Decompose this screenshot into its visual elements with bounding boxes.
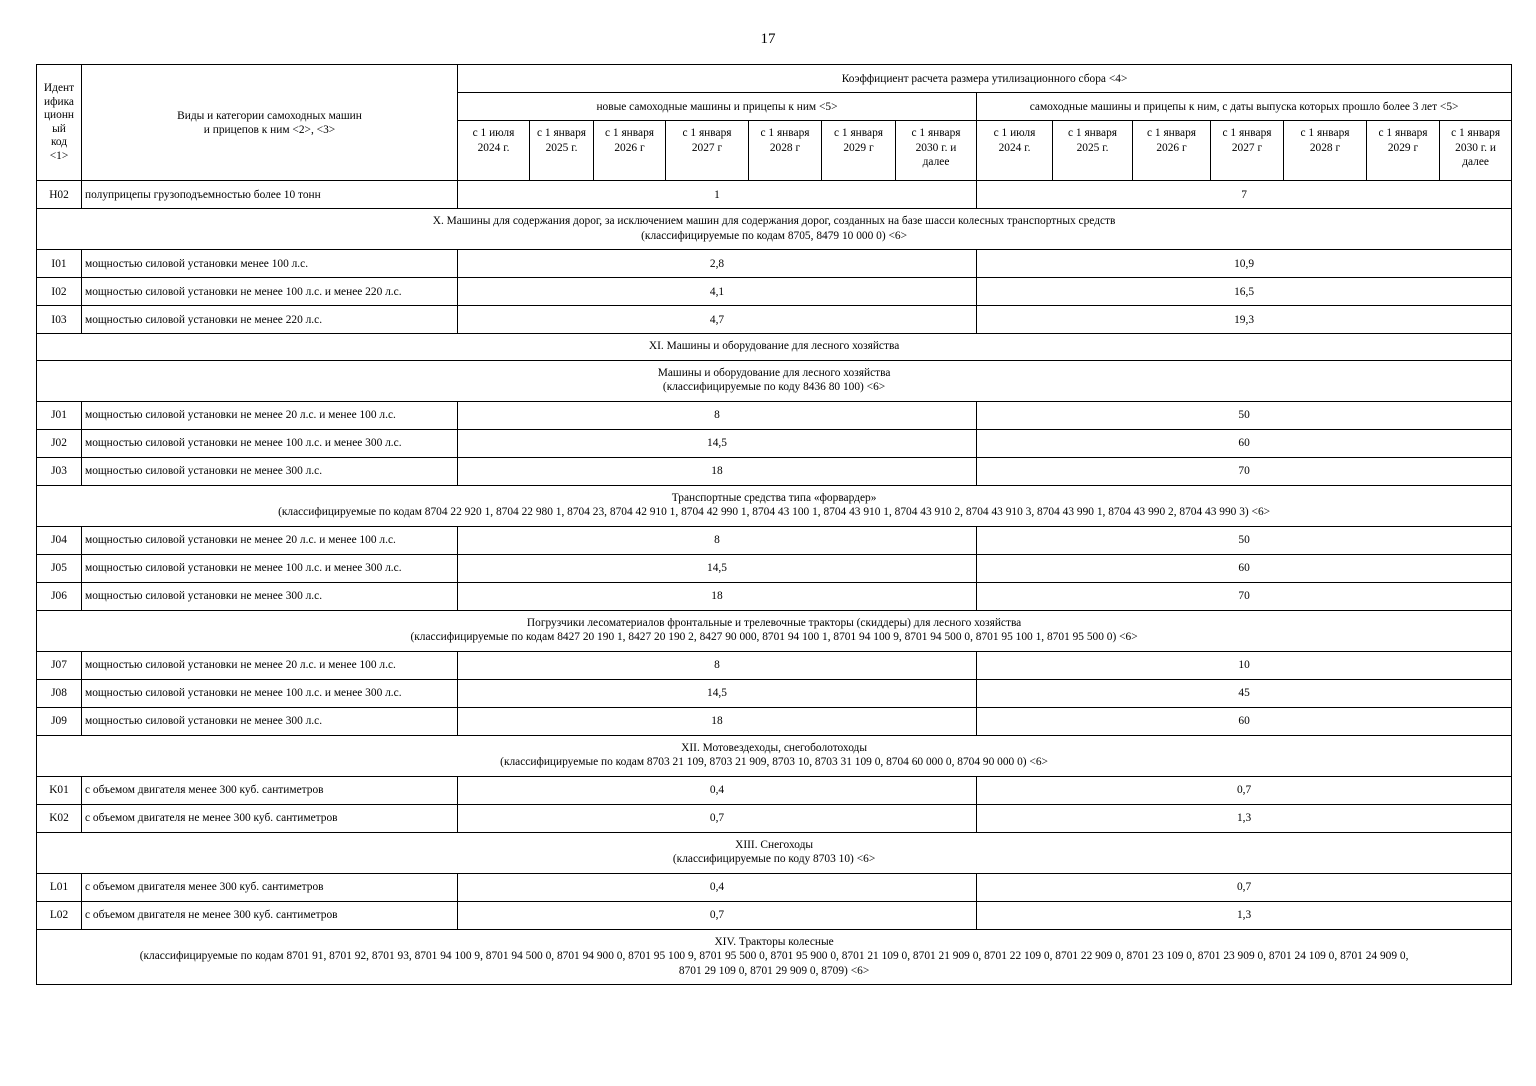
table-row	[37, 776, 1512, 804]
old-date-header: с 1 января 2026 г	[1133, 121, 1211, 181]
section-heading-row	[37, 360, 1512, 401]
table-row	[37, 250, 1512, 278]
row-description: мощностью силовой установки не менее 300 л.с.	[82, 457, 458, 485]
section-heading-row	[37, 929, 1512, 985]
table-row	[37, 804, 1512, 832]
new-coefficient: 8	[458, 401, 977, 429]
old-coefficient: 0,7	[977, 776, 1512, 804]
new-coefficient: 14,5	[458, 679, 977, 707]
row-description: с объемом двигателя не менее 300 куб. сантиметров	[82, 901, 458, 929]
new-coefficient: 0,7	[458, 804, 977, 832]
section-heading: Транспортные средства типа «форвардер» (классифицируемые по кодам 8704 22 920 1, 8704 22 980 1, 8704 23, 8704 42 910 1, 8704 42 990 1, 8704 43 100 1, 8704 43 910 1, 8704 43 910 2, 8704 43 910 3, 8704 43 990 1, 8704 43 990 2, 8704 43 990 3) <6>	[37, 485, 1512, 526]
table-row	[37, 901, 1512, 929]
new-coefficient: 14,5	[458, 554, 977, 582]
old-coefficient: 10	[977, 651, 1512, 679]
row-description: мощностью силовой установки не менее 20 л.с. и менее 100 л.с.	[82, 526, 458, 554]
row-description: мощностью силовой установки не менее 100 л.с. и менее 300 л.с.	[82, 679, 458, 707]
table-row	[37, 679, 1512, 707]
old-coefficient: 70	[977, 457, 1512, 485]
old-date-header: с 1 июля 2024 г.	[977, 121, 1053, 181]
old-coefficient: 60	[977, 707, 1512, 735]
row-code: L02	[37, 901, 82, 929]
row-description: с объемом двигателя менее 300 куб. сантиметров	[82, 776, 458, 804]
new-date-header: с 1 января 2026 г	[594, 121, 666, 181]
old-coefficient: 60	[977, 554, 1512, 582]
row-description: с объемом двигателя менее 300 куб. сантиметров	[82, 873, 458, 901]
section-heading: XII. Мотовездеходы, снегоболотоходы (классифицируемые по кодам 8703 21 109, 8703 21 909, 8703 10, 8703 31 109 0, 8704 60 000 0, 8704 90 000 0) <6>	[37, 735, 1512, 776]
row-description: мощностью силовой установки менее 100 л.с.	[82, 250, 458, 278]
section-heading-row	[37, 610, 1512, 651]
row-code: J04	[37, 526, 82, 554]
table-row	[37, 554, 1512, 582]
table-row	[37, 401, 1512, 429]
new-coefficient: 0,7	[458, 901, 977, 929]
coefficient-title-header: Коэффициент расчета размера утилизационного сбора <4>	[458, 65, 1512, 93]
new-coefficient: 14,5	[458, 429, 977, 457]
old-coefficient: 19,3	[977, 306, 1512, 334]
row-description: мощностью силовой установки не менее 100 л.с. и менее 300 л.с.	[82, 554, 458, 582]
old-coefficient: 7	[977, 181, 1512, 209]
new-date-header: с 1 июля 2024 г.	[458, 121, 530, 181]
old-coefficient: 50	[977, 401, 1512, 429]
table-row	[37, 873, 1512, 901]
old-date-header: с 1 января 2028 г	[1284, 121, 1367, 181]
new-coefficient: 18	[458, 457, 977, 485]
table-body	[37, 181, 1512, 985]
new-coefficient: 18	[458, 707, 977, 735]
new-coefficient: 8	[458, 651, 977, 679]
section-heading: XIV. Тракторы колесные (классифицируемые по кодам 8701 91, 8701 92, 8701 93, 8701 94 100 9, 8701 94 500 0, 8701 94 900 0, 8701 95 100 9, 8701 95 500 0, 8701 95 900 0, 8701 21 109 0, 8701 21 909 0, 8701 22 109 0, 8701 22 909 0, 8701 23 109 0, 8701 23 909 0, 8701 24 109 0, 8701 24 909 0, 8701 29 109 0, 8701 29 909 0, 8709) <6>	[37, 929, 1512, 985]
table-row	[37, 582, 1512, 610]
section-heading-row	[37, 209, 1512, 250]
row-code: I03	[37, 306, 82, 334]
old-coefficient: 45	[977, 679, 1512, 707]
new-date-header: с 1 января 2029 г	[822, 121, 896, 181]
table-row	[37, 651, 1512, 679]
old-coefficient: 70	[977, 582, 1512, 610]
table-row	[37, 181, 1512, 209]
new-coefficient: 2,8	[458, 250, 977, 278]
old-coefficient: 1,3	[977, 901, 1512, 929]
table-row	[37, 707, 1512, 735]
section-heading: XI. Машины и оборудование для лесного хозяйства	[37, 334, 1512, 361]
id-code-header: Идент ифика ционн ый код <1>	[37, 65, 82, 181]
row-code: J07	[37, 651, 82, 679]
row-code: J06	[37, 582, 82, 610]
old-coefficient: 50	[977, 526, 1512, 554]
new-date-header: с 1 января 2028 г	[749, 121, 822, 181]
table-row	[37, 306, 1512, 334]
section-heading-row	[37, 485, 1512, 526]
new-date-header: с 1 января 2030 г. и далее	[896, 121, 977, 181]
row-description: мощностью силовой установки не менее 20 л.с. и менее 100 л.с.	[82, 401, 458, 429]
row-description: мощностью силовой установки не менее 300 л.с.	[82, 582, 458, 610]
new-coefficient: 4,7	[458, 306, 977, 334]
new-coefficient: 18	[458, 582, 977, 610]
section-heading-row	[37, 832, 1512, 873]
table-row	[37, 526, 1512, 554]
table-row	[37, 278, 1512, 306]
table-header	[37, 65, 1512, 181]
new-coefficient: 0,4	[458, 776, 977, 804]
row-code: J08	[37, 679, 82, 707]
section-heading: Погрузчики лесоматериалов фронтальные и трелевочные тракторы (скиддеры) для лесного хозяйства (классифицируемые по кодам 8427 20 190 1, 8427 20 190 2, 8427 90 000, 8701 94 100 1, 8701 94 100 9, 8701 94 500 0, 8701 95 100 1, 8701 95 500 0) <6>	[37, 610, 1512, 651]
old-date-header: с 1 января 2030 г. и далее	[1440, 121, 1512, 181]
row-code: J05	[37, 554, 82, 582]
old-coefficient: 60	[977, 429, 1512, 457]
old-date-header: с 1 января 2027 г	[1211, 121, 1284, 181]
new-machines-group-header: новые самоходные машины и прицепы к ним <5>	[458, 93, 977, 121]
row-description: мощностью силовой установки не менее 20 л.с. и менее 100 л.с.	[82, 651, 458, 679]
row-code: J03	[37, 457, 82, 485]
row-description: мощностью силовой установки не менее 220 л.с.	[82, 306, 458, 334]
row-code: J01	[37, 401, 82, 429]
old-date-header: с 1 января 2029 г	[1367, 121, 1440, 181]
new-coefficient: 4,1	[458, 278, 977, 306]
old-date-header: с 1 января 2025 г.	[1053, 121, 1133, 181]
new-date-header: с 1 января 2025 г.	[530, 121, 594, 181]
old-coefficient: 1,3	[977, 804, 1512, 832]
old-coefficient: 0,7	[977, 873, 1512, 901]
new-date-header: с 1 января 2027 г	[666, 121, 749, 181]
old-coefficient: 16,5	[977, 278, 1512, 306]
row-description: полуприцепы грузоподъемностью более 10 тонн	[82, 181, 458, 209]
row-code: J02	[37, 429, 82, 457]
row-code: I01	[37, 250, 82, 278]
row-description: мощностью силовой установки не менее 300 л.с.	[82, 707, 458, 735]
new-coefficient: 1	[458, 181, 977, 209]
machine-kind-header: Виды и категории самоходных машин и прицепов к ним <2>, <3>	[82, 65, 458, 181]
row-description: мощностью силовой установки не менее 100 л.с. и менее 220 л.с.	[82, 278, 458, 306]
section-heading: X. Машины для содержания дорог, за исключением машин для содержания дорог, созданных на базе шасси колесных транспортных средств (классифицируемые по кодам 8705, 8479 10 000 0) <6>	[37, 209, 1512, 250]
new-coefficient: 8	[458, 526, 977, 554]
page-number: 17	[760, 31, 776, 47]
old-machines-group-header: самоходные машины и прицепы к ним, с даты выпуска которых прошло более 3 лет <5>	[977, 93, 1512, 121]
row-code: H02	[37, 181, 82, 209]
new-coefficient: 0,4	[458, 873, 977, 901]
section-heading: XIII. Снегоходы (классифицируемые по коду 8703 10) <6>	[37, 832, 1512, 873]
row-description: мощностью силовой установки не менее 100 л.с. и менее 300 л.с.	[82, 429, 458, 457]
row-code: L01	[37, 873, 82, 901]
row-code: K02	[37, 804, 82, 832]
section-heading-row	[37, 735, 1512, 776]
row-code: K01	[37, 776, 82, 804]
section-heading-row	[37, 334, 1512, 361]
old-coefficient: 10,9	[977, 250, 1512, 278]
table-row	[37, 457, 1512, 485]
row-code: I02	[37, 278, 82, 306]
row-description: с объемом двигателя не менее 300 куб. сантиметров	[82, 804, 458, 832]
row-code: J09	[37, 707, 82, 735]
coefficient-table	[36, 64, 1512, 985]
table-row	[37, 429, 1512, 457]
section-heading: Машины и оборудование для лесного хозяйства (классифицируемые по коду 8436 80 100) <6>	[37, 360, 1512, 401]
